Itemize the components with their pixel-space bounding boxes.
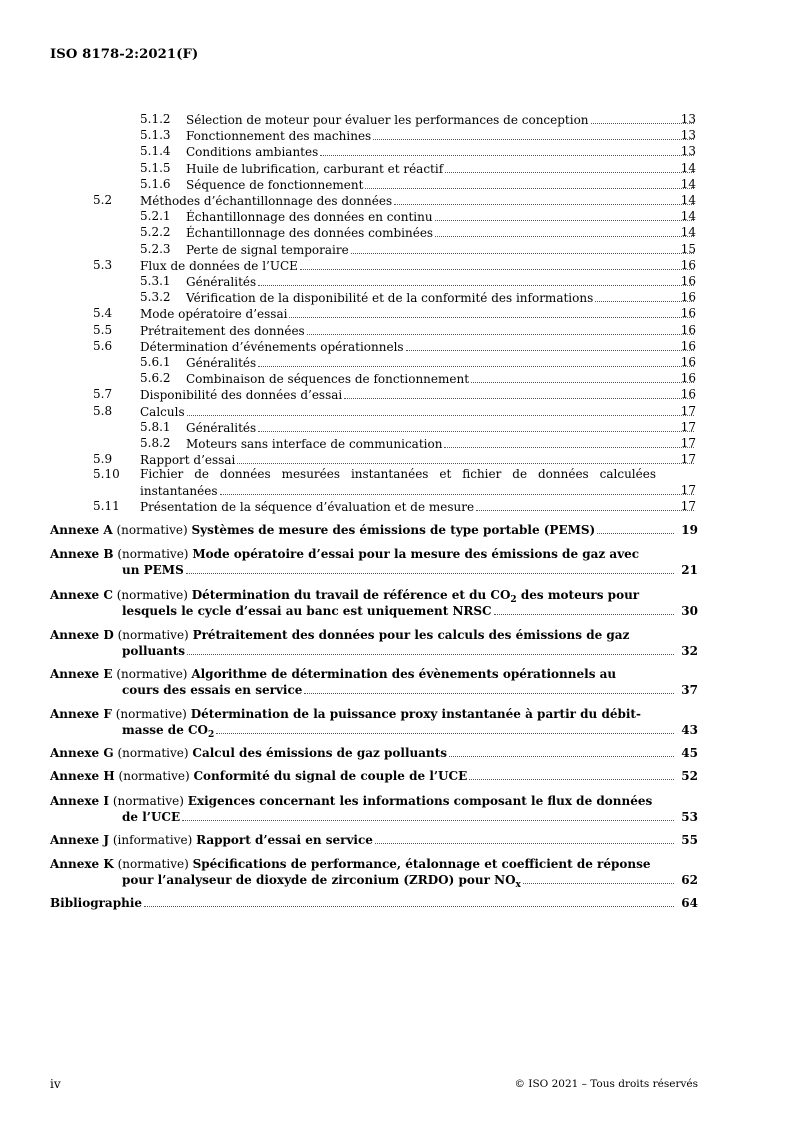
annex-kind: (normative) xyxy=(117,547,189,561)
toc-title: Conditions ambiantes xyxy=(186,145,319,160)
leader-dots xyxy=(591,112,694,124)
toc-title: Vérification de la disponibilité et de la conformité des informations xyxy=(186,291,594,306)
annex-title-line1: Mode opératoire d’essai pour la mesure des émissions de gaz avec xyxy=(192,547,640,561)
toc-title: Généralités xyxy=(186,275,257,289)
toc-page: 14 xyxy=(680,209,696,224)
toc-title: Échantillonnage des données en continu xyxy=(186,210,433,225)
toc-number: 5.10 xyxy=(93,467,120,481)
toc-page: 17 xyxy=(680,499,696,513)
toc-number: 5.4 xyxy=(93,306,113,321)
toc-annex-g[interactable] xyxy=(50,745,698,761)
annex-title-line2: pour l’analyseur de dioxyde de zirconium (ZRDO) pour NO xyxy=(122,873,516,887)
document-id: ISO 8178-2:2021(F) xyxy=(50,47,199,62)
annex-label: Annexe I xyxy=(50,794,109,808)
toc-entry-5-5[interactable] xyxy=(0,323,793,339)
annex-page: 32 xyxy=(681,644,698,658)
toc-page: 13 xyxy=(680,144,696,159)
toc-page: 16 xyxy=(680,274,696,288)
annex-page: 43 xyxy=(681,723,698,737)
toc-page: 16 xyxy=(680,338,696,353)
toc-page: 14 xyxy=(680,160,696,175)
annex-page: 62 xyxy=(681,873,698,887)
leader-dots xyxy=(351,242,694,254)
toc-page: 16 xyxy=(680,322,696,337)
toc-entry-5-1-5[interactable] xyxy=(0,161,793,177)
leader-dots xyxy=(469,768,674,780)
leader-dots xyxy=(471,371,694,383)
leader-dots xyxy=(476,499,694,511)
leader-dots xyxy=(373,128,694,140)
toc-title: Méthodes d’échantillonnage des données xyxy=(140,194,393,208)
toc-bibliography[interactable] xyxy=(50,895,698,911)
toc-annex-i[interactable] xyxy=(50,793,698,825)
leader-dots xyxy=(258,420,694,432)
toc-page: 16 xyxy=(680,290,696,305)
toc-title: Présentation de la séquence d’évaluation et de mesure xyxy=(140,500,475,514)
toc-number: 5.8.1 xyxy=(140,419,171,434)
annex-label: Annexe H xyxy=(50,769,115,783)
toc-annex-c[interactable] xyxy=(50,587,698,619)
toc-page: 14 xyxy=(680,176,696,191)
toc-entry-5-1-6[interactable] xyxy=(0,177,793,193)
bibliography-page: 64 xyxy=(681,896,698,910)
toc-page: 14 xyxy=(680,225,696,240)
toc-entry-5-3-1[interactable] xyxy=(0,274,793,290)
leader-dots xyxy=(406,339,694,351)
toc-annex-b[interactable] xyxy=(50,546,698,578)
toc-page: 13 xyxy=(680,112,696,126)
annex-label: Annexe E xyxy=(50,667,113,681)
toc-number: 5.1.3 xyxy=(140,128,171,143)
subscript: 2 xyxy=(208,730,215,740)
toc-page: 17 xyxy=(680,452,696,467)
toc-number: 5.6 xyxy=(93,338,113,353)
annex-title-line1: Algorithme de détermination des évènements opérationnels au xyxy=(191,667,617,681)
annex-title-line1: Détermination de la puissance proxy instantanée à partir du débit- xyxy=(190,707,641,721)
toc-annex-j[interactable] xyxy=(50,832,698,848)
annex-title-line1: Prétraitement des données pour les calculs des émissions de gaz xyxy=(192,628,630,642)
toc-number: 5.3 xyxy=(93,257,113,272)
annex-label: Annexe F xyxy=(50,707,112,721)
annex-label: Annexe J xyxy=(50,833,110,847)
leader-dots xyxy=(435,225,694,237)
toc-title: Échantillonnage des données combinées xyxy=(186,226,434,241)
leader-dots xyxy=(523,872,674,884)
toc-annex-d[interactable] xyxy=(50,627,698,659)
toc-title: Perte de signal temporaire xyxy=(186,242,349,257)
leader-dots xyxy=(494,603,674,615)
leader-dots xyxy=(289,306,694,318)
toc-title-line2: instantanées xyxy=(140,484,218,498)
toc-entry-5-6-1[interactable] xyxy=(0,355,793,371)
leader-dots xyxy=(187,643,674,655)
subscript: x xyxy=(515,880,521,890)
toc-entry-5-8-1[interactable] xyxy=(0,420,793,436)
toc-title: Prétraitement des données xyxy=(140,323,305,338)
annex-title-line1a: Détermination du travail de référence et du CO xyxy=(191,588,511,602)
annex-title-line2: masse de CO xyxy=(122,723,209,737)
toc-title-line1: Fichier de données mesurées instantanées et fichier de données calculées xyxy=(140,467,656,481)
toc-title: Calculs xyxy=(140,404,185,419)
annex-page: 45 xyxy=(681,746,698,760)
leader-dots xyxy=(258,274,694,286)
annex-label: Annexe K xyxy=(50,857,114,871)
toc-number: 5.9 xyxy=(93,452,113,467)
annex-label: Annexe A xyxy=(50,523,113,537)
toc-title: Disponibilité des données d’essai xyxy=(140,388,343,403)
annex-title-line2: lesquels le cycle d’essai au banc est uniquement NRSC xyxy=(122,604,492,618)
toc-annex-a[interactable] xyxy=(50,522,698,538)
toc-title: Huile de lubrification, carburant et réactif xyxy=(186,161,444,176)
toc-number: 5.3.1 xyxy=(140,274,171,288)
toc-number: 5.1.4 xyxy=(140,144,171,159)
annex-title: Systèmes de mesure des émissions de type portable (PEMS) xyxy=(191,523,596,537)
toc-page: 17 xyxy=(680,403,696,418)
annex-label: Annexe D xyxy=(50,628,114,642)
toc-entry-5-1-4[interactable] xyxy=(0,144,793,160)
subscript: 2 xyxy=(510,595,517,605)
toc-entry-5-3-2[interactable] xyxy=(0,290,793,306)
toc-entry-5-1-2[interactable] xyxy=(0,112,793,128)
toc-page: 16 xyxy=(680,371,696,386)
toc-entry-5-2-2[interactable] xyxy=(0,225,793,241)
toc-page: 15 xyxy=(680,241,696,256)
leader-dots xyxy=(144,895,674,907)
annex-title: Conformité du signal de couple de l’UCE xyxy=(193,769,468,783)
toc-title: Rapport d’essai xyxy=(140,453,236,468)
leader-dots xyxy=(237,452,694,464)
annex-kind: (normative) xyxy=(117,628,189,642)
toc-page: 17 xyxy=(680,419,696,434)
leader-dots xyxy=(449,745,674,757)
toc-number: 5.5 xyxy=(93,322,113,337)
toc-page: 14 xyxy=(680,193,696,207)
toc-title: Séquence de fonctionnement xyxy=(186,177,364,192)
leader-dots xyxy=(216,722,674,734)
annex-title-line2: un PEMS xyxy=(122,563,184,577)
toc-page: 17 xyxy=(680,436,696,450)
toc-page: 13 xyxy=(680,128,696,143)
toc-entry-5-6[interactable] xyxy=(0,339,793,355)
toc-entry-5-2[interactable] xyxy=(0,193,793,209)
annex-page: 19 xyxy=(681,523,698,537)
annex-title-line1: Spécifications de performance, étalonnage et coefficient de réponse xyxy=(192,857,651,871)
leader-dots xyxy=(444,436,694,448)
toc-title: Combinaison de séquences de fonctionnement xyxy=(186,372,470,387)
annex-page: 52 xyxy=(681,769,698,783)
toc-number: 5.6.2 xyxy=(140,371,171,386)
annex-title-line1b: des moteurs pour xyxy=(516,588,640,602)
toc-number: 5.2.3 xyxy=(140,241,171,256)
annex-page: 53 xyxy=(681,810,698,824)
annex-label: Annexe B xyxy=(50,547,114,561)
toc-entry-5-8[interactable] xyxy=(0,404,793,420)
leader-dots xyxy=(344,387,694,399)
toc-page: 16 xyxy=(680,257,696,272)
toc-title: Sélection de moteur pour évaluer les performances de conception xyxy=(186,113,589,127)
leader-dots xyxy=(187,404,694,416)
annex-label: Annexe G xyxy=(50,746,114,760)
toc-number: 5.1.6 xyxy=(140,176,171,191)
toc-entry-5-11[interactable] xyxy=(0,499,793,515)
annex-kind: (informative) xyxy=(112,833,193,847)
toc-annex-h[interactable] xyxy=(50,768,698,784)
toc-number: 5.2.2 xyxy=(140,225,171,240)
annex-kind: (normative) xyxy=(117,746,189,760)
toc-page: 17 xyxy=(680,483,696,497)
annex-kind: (normative) xyxy=(117,857,189,871)
toc-number: 5.3.2 xyxy=(140,290,171,305)
toc-entry-5-10-cont[interactable] xyxy=(0,483,793,499)
toc-entry-5-7[interactable] xyxy=(0,387,793,403)
annex-kind: (normative) xyxy=(116,667,188,681)
leader-dots xyxy=(300,258,694,270)
toc-title: Fonctionnement des machines xyxy=(186,129,372,144)
annex-title-line2: de l’UCE xyxy=(122,810,181,824)
leader-dots xyxy=(595,290,694,302)
toc-entry-5-4[interactable] xyxy=(0,306,793,322)
toc-title: Moteurs sans interface de communication xyxy=(186,437,443,451)
annex-title: Calcul des émissions de gaz polluants xyxy=(192,746,448,760)
toc-number: 5.6.1 xyxy=(140,355,171,369)
toc-number: 5.2.1 xyxy=(140,209,171,224)
leader-dots xyxy=(186,562,674,574)
annex-title-line2: polluants xyxy=(122,644,186,658)
leader-dots xyxy=(182,809,674,821)
leader-dots xyxy=(304,682,674,694)
toc-title: Généralités xyxy=(186,356,257,370)
annex-title-line2: cours des essais en service xyxy=(122,683,303,697)
toc-annex-k[interactable] xyxy=(50,856,698,888)
leader-dots xyxy=(220,483,695,495)
toc-page: 16 xyxy=(680,387,696,402)
toc-entry-5-2-1[interactable] xyxy=(0,209,793,225)
annex-kind: (normative) xyxy=(116,588,188,602)
annex-title-line1: Exigences concernant les informations composant le flux de données xyxy=(187,794,653,808)
annex-kind: (normative) xyxy=(116,523,188,537)
toc-number: 5.8.2 xyxy=(140,436,171,450)
toc-entry-5-8-2[interactable] xyxy=(0,436,793,452)
toc-number: 5.1.5 xyxy=(140,160,171,175)
toc-title: Mode opératoire d’essai xyxy=(140,307,288,322)
annex-page: 21 xyxy=(681,563,698,577)
leader-dots xyxy=(435,209,694,221)
annex-page: 55 xyxy=(681,833,698,847)
toc-entry-5-9[interactable] xyxy=(0,452,793,468)
toc-number: 5.8 xyxy=(93,403,113,418)
toc-entry-5-10[interactable] xyxy=(0,467,793,483)
toc-entry-5-3[interactable] xyxy=(0,258,793,274)
toc-number: 5.1.2 xyxy=(140,112,171,126)
annex-kind: (normative) xyxy=(112,794,184,808)
annex-title: Rapport d’essai en service xyxy=(196,833,373,847)
toc-annex-e[interactable] xyxy=(50,666,698,698)
toc-page: 16 xyxy=(680,355,696,369)
leader-dots xyxy=(307,323,694,335)
bibliography-title: Bibliographie xyxy=(50,896,143,910)
toc-number: 5.2 xyxy=(93,193,113,207)
annex-page: 37 xyxy=(681,683,698,697)
leader-dots xyxy=(365,177,694,189)
toc-number: 5.7 xyxy=(93,387,113,402)
leader-dots xyxy=(597,522,674,534)
leader-dots xyxy=(394,193,694,205)
toc-entry-5-2-3[interactable] xyxy=(0,242,793,258)
toc-title: Flux de données de l’UCE xyxy=(140,258,298,273)
toc-title: Détermination d’événements opérationnels xyxy=(140,339,404,354)
page-number: iv xyxy=(50,1077,61,1091)
annex-label: Annexe C xyxy=(50,588,113,602)
leader-dots xyxy=(320,144,694,156)
toc-entry-5-1-3[interactable] xyxy=(0,128,793,144)
copyright-notice: © ISO 2021 – Tous droits réservés xyxy=(514,1078,698,1090)
leader-dots xyxy=(375,832,674,844)
toc-number: 5.11 xyxy=(93,499,120,513)
annex-kind: (normative) xyxy=(115,707,187,721)
annex-kind: (normative) xyxy=(118,769,190,783)
leader-dots xyxy=(258,355,694,367)
toc-entry-5-6-2[interactable] xyxy=(0,371,793,387)
toc-page: 16 xyxy=(680,306,696,321)
toc-title: Généralités xyxy=(186,420,257,435)
toc-annex-f[interactable] xyxy=(50,706,698,738)
leader-dots xyxy=(445,161,694,173)
annex-page: 30 xyxy=(681,604,698,618)
